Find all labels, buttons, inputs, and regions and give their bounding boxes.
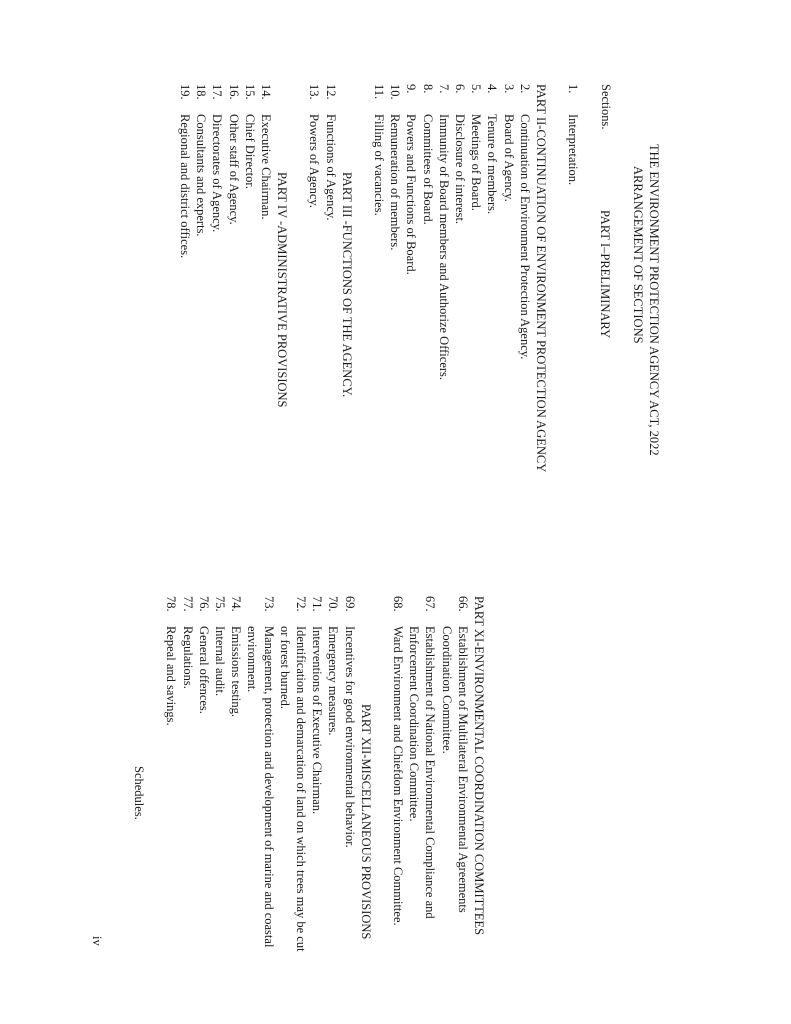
- section-number: 17.: [210, 84, 225, 100]
- section-number: 69.: [342, 596, 357, 612]
- section-title: Filling of vacancies.: [371, 114, 386, 216]
- part-heading: PART II-CONTINUATION OF ENVIRONMENT PROTECTION AGENCY: [533, 84, 548, 473]
- section-title: Regulations.: [180, 626, 195, 689]
- part-heading: PART I–PRELIMINARY: [598, 210, 613, 339]
- section-title: Interventions of Executive Chairman.: [310, 626, 325, 815]
- section-title: Tenure of members.: [485, 114, 500, 215]
- section-number: 14.: [258, 84, 273, 100]
- page-number: iv: [90, 936, 104, 946]
- arrangement-heading: ARRANGEMENT OF SECTIONS: [630, 166, 645, 344]
- section-number: 73.: [261, 596, 276, 612]
- section-title: Establishment of National Environmental Compliance and Enforcement Coordination Committee.: [407, 626, 438, 919]
- section-number: 71.: [310, 596, 325, 612]
- section-title: Regional and district offices.: [177, 114, 192, 259]
- list-item: [387, 84, 403, 484]
- section-number: 6.: [452, 84, 467, 94]
- section-title: Establishment of Multilateral Environmental Agreements Coordination Committee.: [439, 626, 470, 913]
- list-item: [228, 596, 244, 956]
- section-number: 13.: [307, 84, 322, 100]
- section-title: Meetings of Board.: [469, 114, 484, 211]
- sections-label: Sections.: [598, 84, 613, 130]
- list-item: [177, 84, 193, 484]
- list-item: [484, 84, 500, 484]
- section-title: Internal audit.: [212, 626, 227, 697]
- list-item: [517, 84, 533, 484]
- section-title: Emergency measures.: [326, 626, 341, 736]
- list-item: [341, 596, 357, 956]
- section-number: 74.: [229, 596, 244, 612]
- section-title: Management, protection and development of marine and coastal environment.: [245, 626, 276, 948]
- section-title: Consultants and experts.: [194, 114, 209, 237]
- section-title: Disclosure of interest.: [452, 114, 467, 225]
- part-heading: PART IV -ADMINISTRATIVE PROVISIONS: [275, 172, 290, 408]
- section-title: Interpretation.: [566, 114, 581, 186]
- list-item: [371, 84, 387, 484]
- list-item: [306, 84, 322, 484]
- list-item: [436, 84, 452, 484]
- section-number: 8.: [420, 84, 435, 94]
- list-item: [179, 596, 195, 956]
- list-item: [193, 84, 209, 484]
- list-item: [468, 84, 484, 484]
- section-number: 15.: [242, 84, 257, 100]
- section-number: 68.: [390, 596, 405, 612]
- section-number: 2.: [517, 84, 532, 94]
- section-number: 7.: [436, 84, 451, 94]
- list-item: [209, 84, 225, 484]
- section-title: Board of Agency.: [501, 114, 516, 202]
- list-item: [390, 596, 406, 956]
- section-number: 1.: [566, 84, 581, 94]
- section-number: 76.: [196, 596, 211, 612]
- section-title: Other staff of Agency.: [226, 114, 241, 225]
- section-title: Executive Chairman.: [258, 114, 273, 220]
- section-number: 5.: [469, 84, 484, 94]
- list-item: [322, 84, 338, 484]
- list-item: [565, 84, 581, 484]
- section-number: 10.: [388, 84, 403, 100]
- section-title: Directorates of Agency.: [210, 114, 225, 233]
- list-item: [225, 84, 241, 484]
- section-number: 3.: [501, 84, 516, 94]
- list-item: [500, 84, 516, 484]
- section-number: 67.: [423, 596, 438, 612]
- list-item: [309, 596, 325, 956]
- table-of-contents-first-column: [137, 84, 662, 484]
- list-item: [403, 84, 419, 484]
- part-heading: PART XI-ENVIRONMENTAL COORDINATION COMMITTEES: [472, 596, 486, 936]
- list-item: [196, 596, 212, 956]
- section-title: Emissions testing.: [229, 626, 244, 717]
- section-number: 16.: [226, 84, 241, 100]
- section-number: 12.: [323, 84, 338, 100]
- section-title: Repeal and savings.: [164, 626, 179, 726]
- list-item: [244, 596, 276, 956]
- list-item: [163, 596, 179, 956]
- section-title: Incentives for good environmental behavior.: [342, 626, 357, 848]
- list-item: [258, 84, 274, 484]
- section-number: 4.: [485, 84, 500, 94]
- section-number: 11.: [371, 84, 386, 100]
- section-title: Ward Environment and Chiefdom Environment Committee.: [390, 626, 405, 926]
- section-number: 9.: [404, 84, 419, 94]
- section-number: 19.: [177, 84, 192, 100]
- section-title: Identification and demarcation of land on which trees may be cut or forest burned.: [277, 626, 308, 952]
- section-number: 75.: [212, 596, 227, 612]
- list-item: [325, 596, 341, 956]
- list-item: [242, 84, 258, 484]
- section-title: General offences.: [196, 626, 211, 714]
- section-title: Powers and Functions of Board.: [404, 114, 419, 275]
- section-title: Committees of Board.: [420, 114, 435, 225]
- list-item: [438, 596, 470, 956]
- part-heading: PART III -FUNCTIONS OF THE AGENCY.: [339, 172, 354, 398]
- list-item: [419, 84, 435, 484]
- section-title: Continuation of Environment Protection Agency.: [517, 114, 532, 360]
- part-heading: PART XII-MISCELLANEOUS PROVISIONS: [358, 704, 373, 940]
- list-item: [406, 596, 438, 956]
- section-number: 18.: [194, 84, 209, 100]
- section-title: Powers of Agency.: [307, 114, 322, 208]
- list-item: [277, 596, 309, 956]
- section-title: Functions of Agency.: [323, 114, 338, 221]
- section-title: Immunity of Board members and Authorize Officers.: [436, 114, 451, 381]
- section-number: 66.: [455, 596, 470, 612]
- section-number: 77.: [180, 596, 195, 612]
- section-title: Remuneration of members.: [388, 114, 403, 251]
- schedules-label: Schedules.: [132, 766, 147, 820]
- act-title: THE ENVIRONMENT PROTECTION AGENCY ACT, 2022: [647, 144, 661, 456]
- section-number: 78.: [164, 596, 179, 612]
- section-title: Chief Director.: [242, 114, 257, 189]
- section-number: 70.: [326, 596, 341, 612]
- list-item: [452, 84, 468, 484]
- table-of-contents-second-column: [132, 596, 487, 956]
- section-number: 72.: [293, 596, 308, 612]
- list-item: [212, 596, 228, 956]
